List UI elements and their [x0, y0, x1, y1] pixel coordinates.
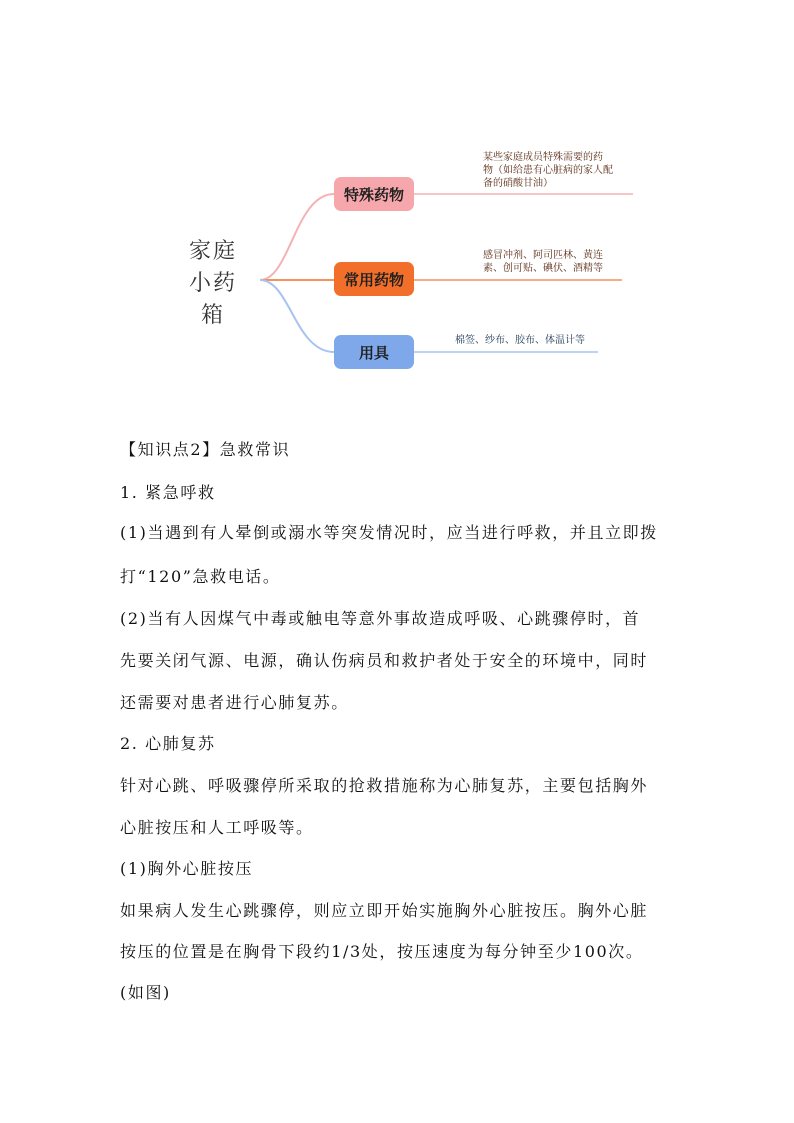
- section-1-heading: 1. 紧急呼救: [120, 483, 216, 502]
- note-line: 备的硝酸甘油）: [483, 178, 553, 189]
- branch-special-note: [483, 151, 633, 190]
- family-medicine-kit-mindmap: [170, 140, 650, 380]
- branch-common-note: [483, 249, 633, 275]
- branch-common-medicine: 常用药物: [334, 262, 414, 296]
- paragraph-line: 打“120”急救电话。: [120, 567, 281, 586]
- branch-special-medicine: 特殊药物: [334, 177, 414, 211]
- subsection-1-heading: (1)胸外心脏按压: [120, 859, 254, 878]
- note-line: 某些家庭成员特殊需要的药: [483, 152, 603, 163]
- paragraph-line: 心脏按压和人工呼吸等。: [120, 818, 314, 837]
- paragraph-line: 如果病人发生心跳骤停，则应立即开始实施胸外心脏按压。胸外心脏: [120, 901, 649, 920]
- knowledge-point-heading: 【知识点2】急救常识: [120, 440, 291, 459]
- branch-tools-note: [455, 334, 625, 347]
- section-2-heading: 2. 心肺复苏: [120, 734, 216, 753]
- mindmap-root-title: [178, 236, 248, 332]
- note-line: 棉签、纱布、胶布、体温计等: [455, 335, 585, 346]
- paragraph-line: 先要关闭气源、电源，确认伤病员和救护者处于安全的环境中，同时: [120, 651, 649, 670]
- paragraph-line: 按压的位置是在胸骨下段约1/3处，按压速度为每分钟至少100次。: [120, 942, 644, 961]
- connector-special: [260, 194, 334, 280]
- note-line: 物（如给患有心脏病的家人配: [483, 165, 613, 176]
- paragraph-line: (如图): [120, 983, 171, 1002]
- branch-tools: 用具: [334, 335, 414, 369]
- note-line: 素、创可贴、碘伏、酒精等: [483, 263, 603, 274]
- note-line: 感冒冲剂、阿司匹林、黄连: [483, 250, 603, 261]
- root-line-2: 小药: [188, 271, 237, 296]
- paragraph-line: (1)当遇到有人晕倒或溺水等突发情况时，应当进行呼救，并且立即拨: [120, 523, 658, 542]
- root-line-1: 家庭: [188, 239, 237, 264]
- paragraph-line: (2)当有人因煤气中毒或触电等意外事故造成呼吸、心跳骤停时，首: [120, 609, 641, 628]
- root-line-3: 箱: [200, 303, 225, 328]
- connector-tools: [260, 280, 334, 352]
- paragraph-line: 针对心跳、呼吸骤停所采取的抢救措施称为心肺复苏，主要包括胸外: [120, 776, 649, 795]
- paragraph-line: 还需要对患者进行心肺复苏。: [120, 693, 349, 712]
